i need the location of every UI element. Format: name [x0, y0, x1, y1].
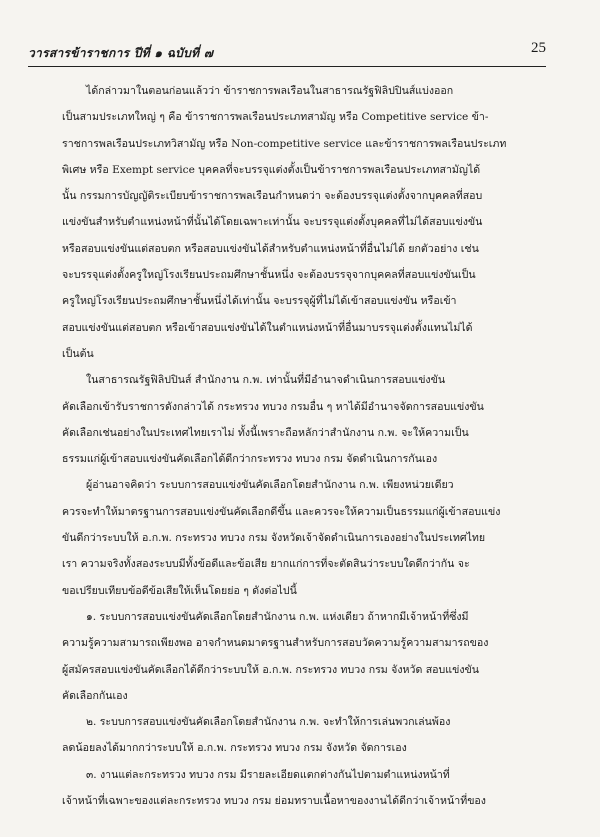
paragraph: [62, 604, 544, 709]
paragraph: [62, 709, 544, 762]
text-line: ๑. ระบบการสอบแข่งขันคัดเลือกโดยสำนักงาน ก.พ. แห่งเดียว ถ้าหากมีเจ้าหน้าที่ซึ่งมี: [86, 610, 469, 623]
text-line: คัดเลือกกันเอง: [62, 689, 128, 702]
text-line: ควรจะทำให้มาตรฐานการสอบแข่งขันคัดเลือกดีขึ้น และควรจะให้ความเป็นธรรมแก่ผู้เข้าสอบแข่ง: [62, 505, 501, 518]
text-line: สอบแข่งขันแต่สอบตก หรือเข้าสอบแข่งขันได้ในตำแหน่งหน้าที่อื่นมาบรรจุแต่งตั้งแทนไม่ได้: [62, 321, 473, 334]
text-line: คัดเลือกเช่นอย่างในประเทศไทยเราไม่ ทั้งนี้เพราะถือหลักว่าสำนักงาน ก.พ. จะให้ความเป็น: [62, 426, 469, 439]
text-line: ธรรมแก่ผู้เข้าสอบแข่งขันคัดเลือกได้ดีกว่ากระทรวง ทบวง กรม จัดดำเนินการกันเอง: [62, 453, 438, 466]
text-line: ๒. ระบบการสอบแข่งขันคัดเลือกโดยสำนักงาน ก.พ. จะทำให้การเล่นพวกเล่นพ้อง: [86, 716, 451, 729]
text-line: แข่งขันสำหรับตำแหน่งหน้าที่นั้นได้โดยเฉพาะเท่านั้น จะบรรจุแต่งตั้งบุคคลที่ไม่ได้สอบแข่งขัน: [62, 216, 483, 229]
text-line: ลดน้อยลงได้มากกว่าระบบให้ อ.ก.พ. กระทรวง ทบวง กรม จังหวัด จัดการเอง: [62, 742, 407, 755]
paragraph: [62, 762, 544, 815]
paragraph: [62, 367, 544, 472]
page-number: 25: [531, 40, 546, 56]
text-line: ๓. งานแต่ละกระทรวง ทบวง กรม มีรายละเอียดแตกต่างกันไปตามตำแหน่งหน้าที่: [86, 768, 450, 781]
text-line: ขอเปรียบเทียบข้อดีข้อเสียให้เห็นโดยย่อ ๆ ดังต่อไปนี้: [62, 584, 297, 597]
text-line: ครูใหญ่โรงเรียนประถมศึกษาชั้นหนึ่งได้เท่านั้น จะบรรจุผู้ที่ไม่ได้เข้าสอบแข่งขัน หรือเข้า: [62, 295, 457, 308]
text-line: ขันดีกว่าระบบให้ อ.ก.พ. กระทรวง ทบวง กรม จังหวัดเจ้าจัดดำเนินการเองอย่างในประเทศไทย: [62, 532, 486, 545]
text-line: ความรู้ความสามารถเพียงพอ อาจกำหนดมาตรฐานสำหรับการสอบวัดความรู้ความสามารถของ: [62, 637, 489, 650]
text-line: เรา ความจริงทั้งสองระบบมีทั้งข้อดีและข้อเสีย ยากแก่การที่จะตัดสินว่าระบบใดดีกว่ากัน จะ: [62, 558, 470, 571]
text-line: เป็นต้น: [62, 347, 94, 360]
text-line: ผู้อ่านอาจคิดว่า ระบบการสอบแข่งขันคัดเลือกโดยสำนักงาน ก.พ. เพียงหน่วยเดียว: [86, 479, 454, 492]
article-body: [62, 78, 544, 814]
text-line: ผู้สมัครสอบแข่งขันคัดเลือกได้ดีกว่าระบบให้ อ.ก.พ. กระทรวง ทบวง กรม จังหวัด สอบแข่งขัน: [62, 663, 479, 676]
paragraph: [62, 472, 544, 603]
text-line: เป็นสามประเภทใหญ่ ๆ คือ ข้าราชการพลเรือนประเภทสามัญ หรือ Competitive service ข้า-: [62, 111, 489, 124]
text-line: คัดเลือกเข้ารับราชการดังกล่าวได้ กระทรวง ทบวง กรมอื่น ๆ หาได้มีอำนาจจัดการสอบแข่งขัน: [62, 400, 484, 413]
paragraph: [62, 78, 544, 367]
journal-title: วารสารข้าราชการ ปีที่ ๑ ฉบับที่ ๗: [28, 46, 214, 60]
text-line: ได้กล่าวมาในตอนก่อนแล้วว่า ข้าราชการพลเรือนในสาธารณรัฐฟิลิปปินส์แบ่งออก: [86, 85, 454, 97]
text-line: เจ้าหน้าที่เฉพาะของแต่ละกระทรวง ทบวง กรม ย่อมทราบเนื้อหาของงานได้ดีกว่าเจ้าหน้าที่ของ: [62, 795, 486, 808]
text-line: จะบรรจุแต่งตั้งครูใหญ่โรงเรียนประถมศึกษาชั้นหนึ่ง จะต้องบรรจุจากบุคคลที่สอบแข่งขันเป็น: [62, 269, 476, 282]
text-line: ในสาธารณรัฐฟิลิปปินส์ สำนักงาน ก.พ. เท่านั้นที่มีอำนาจดำเนินการสอบแข่งขัน: [86, 374, 446, 387]
text-line: ราชการพลเรือนประเภทวิสามัญ หรือ Non-competitive service และข้าราชการพลเรือนประเภท: [62, 137, 507, 150]
text-line: นั้น กรรมการบัญญัติระเบียบข้าราชการพลเรือนกำหนดว่า จะต้องบรรจุแต่งตั้งจากบุคคลที่สอบ: [62, 190, 483, 203]
page-header: [28, 40, 546, 67]
text-line: หรือสอบแข่งขันแต่สอบตก หรือสอบแข่งขันได้สำหรับตำแหน่งหน้าที่อื่นไม่ได้ ยกตัวอย่าง เช่น: [62, 242, 479, 255]
text-line: พิเศษ หรือ Exempt service บุคคลที่จะบรรจุแต่งตั้งเป็นข้าราชการพลเรือนประเภทสามัญได้: [62, 163, 481, 176]
